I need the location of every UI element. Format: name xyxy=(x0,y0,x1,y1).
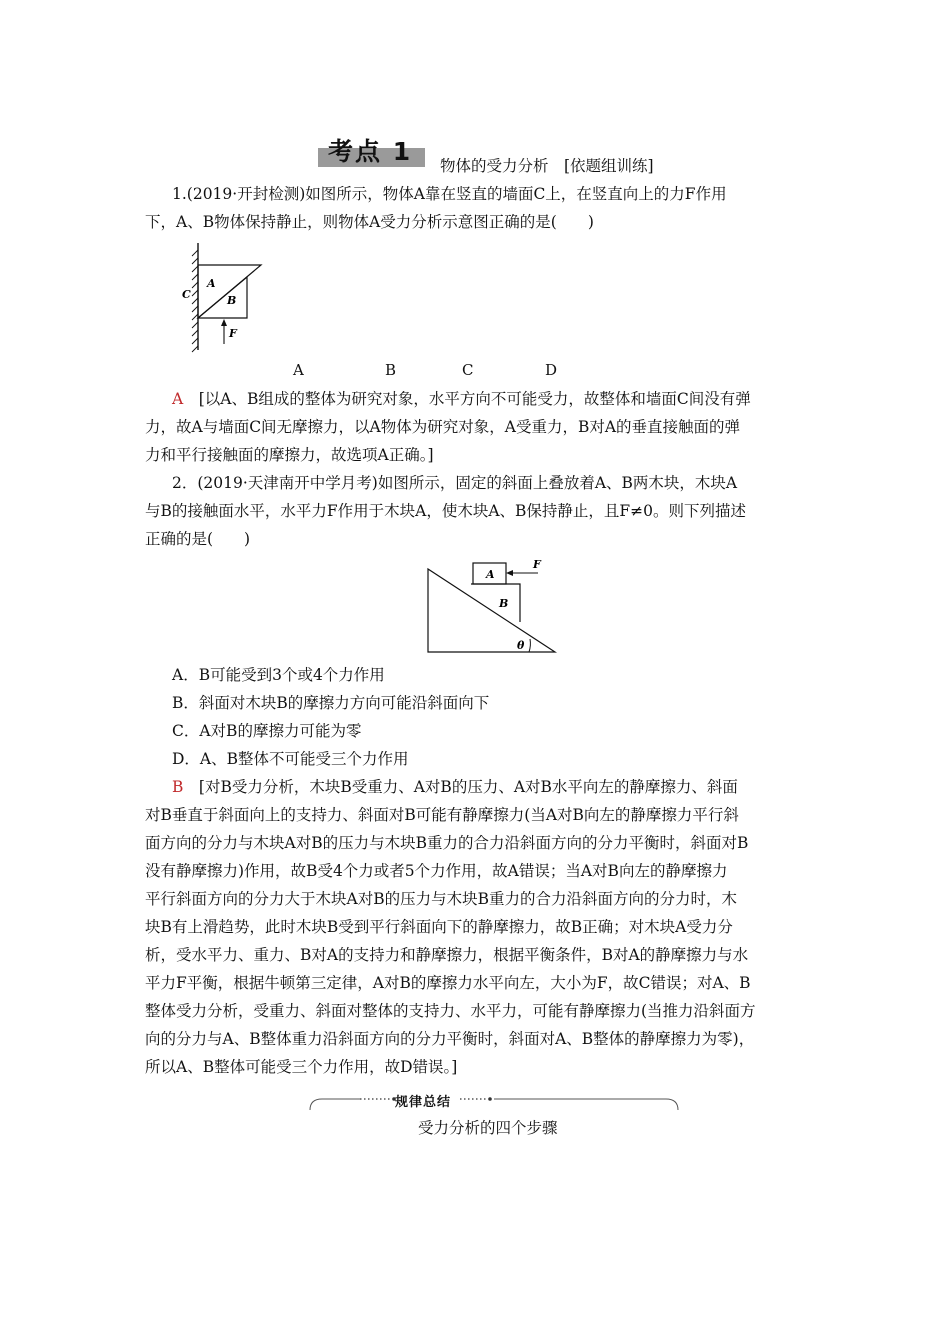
q2-answer-key: B xyxy=(172,778,184,796)
q1-solution-line-1: A [以A、B组成的整体为研究对象，水平方向不可能受力，故整体和墙面C间没有弹 xyxy=(172,390,751,408)
q2-solution-line-9: 整体受力分析，受重力、斜面对整体的支持力、水平力，可能有静摩擦力(当推力沿斜面方 xyxy=(145,1002,756,1020)
q2-solution-line-1: B [对B受力分析，木块B受重力、A对B的压力、A对B水平向左的静摩擦力、斜面 xyxy=(172,778,738,796)
q2-solution-line-3: 面方向的分力与木块A对B的压力与木块B重力的合力沿斜面方向的分力平衡时，斜面对B xyxy=(145,834,749,852)
q1-option-a: A xyxy=(293,361,304,379)
q1-stem-line-2: 下，A、B物体保持静止，则物体A受力分析示意图正确的是( ) xyxy=(145,213,594,231)
q1-fig-label-a: A xyxy=(207,277,216,290)
q2-solution-line-7: 析，受水平力、重力、B对A的支持力和静摩擦力，根据平衡条件，B对A的静摩擦力与水 xyxy=(145,946,749,964)
q2-solution-line-5: 平行斜面方向的分力大于木块A对B的压力与木块B重力的合力沿斜面方向的分力时，木 xyxy=(145,890,737,908)
q2-choice-b: B．斜面对木块B的摩擦力方向可能沿斜面向下 xyxy=(172,694,490,712)
q2-solution-line-6: 块B有上滑趋势，此时木块B受到平行斜面向下的静摩擦力，故B正确；对木块A受力分 xyxy=(145,918,733,936)
q2-solution-line-11: 所以A、B整体可能受三个力作用，故D错误。] xyxy=(145,1058,458,1076)
q1-solution-line-3: 力和平行接触面的摩擦力，故选项A正确。] xyxy=(145,446,434,464)
q2-solution-line-2: 对B垂直于斜面向上的支持力、斜面对B可能有静摩擦力(当A对B向左的静摩擦力平行斜 xyxy=(145,806,739,824)
section-title: 物体的受力分析 [依题组训练] xyxy=(440,157,654,175)
section-badge: 考点 1 xyxy=(328,137,413,166)
q2-fig-label-theta: θ xyxy=(517,639,525,652)
summary-heading: 受力分析的四个步骤 xyxy=(418,1119,558,1137)
q1-solution-line-2: 力，故A与墙面C间无摩擦力，以A物体为研究对象，A受重力，B对A的垂直接触面的弹 xyxy=(145,418,741,436)
q2-fig-label-f: F xyxy=(533,558,541,571)
summary-divider xyxy=(308,1090,680,1112)
q2-stem-line-3: 正确的是( ) xyxy=(145,530,251,548)
q1-fig-label-c: C xyxy=(182,288,191,301)
q2-stem-line-1: 2．(2019·天津南开中学月考)如图所示，固定的斜面上叠放着A、B两木块，木块A xyxy=(172,474,738,492)
q2-stem-line-2: 与B的接触面水平，水平力F作用于木块A，使木块A、B保持静止，且F≠0。则下列描述 xyxy=(145,502,747,520)
q1-option-b: B xyxy=(385,361,397,379)
q2-choice-c: C．A对B的摩擦力可能为零 xyxy=(172,722,362,740)
q1-option-d: D xyxy=(545,361,558,379)
q2-figure xyxy=(425,556,560,656)
q1-answer-key: A xyxy=(172,390,184,408)
q2-solution-line-10: 向的分力与A、B整体重力沿斜面方向的分力平衡时，斜面对A、B整体的静摩擦力为零)， xyxy=(145,1030,755,1048)
q2-fig-label-a: A xyxy=(486,568,495,581)
q2-choice-d: D．A、B整体不可能受三个力作用 xyxy=(172,750,409,768)
q1-fig-label-b: B xyxy=(227,294,237,307)
q1-stem-line-1: 1.(2019·开封检测)如图所示，物体A靠在竖直的墙面C上，在竖直向上的力F作用 xyxy=(172,185,727,203)
q2-fig-label-b: B xyxy=(499,597,509,610)
q2-choice-a: A．B可能受到3个或4个力作用 xyxy=(172,666,385,684)
q2-solution-line-8: 平力F平衡，根据牛顿第三定律，A对B的摩擦力水平向左，大小为F，故C错误；对A、B xyxy=(145,974,751,992)
q1-figure xyxy=(178,240,278,358)
q1-option-c: C xyxy=(462,361,474,379)
summary-label: 规律总结 xyxy=(395,1095,452,1110)
q1-fig-label-f: F xyxy=(229,327,237,340)
q2-solution-line-4: 没有静摩擦力)作用，故B受4个力或者5个力作用，故A错误；当A对B向左的静摩擦力 xyxy=(145,862,728,880)
